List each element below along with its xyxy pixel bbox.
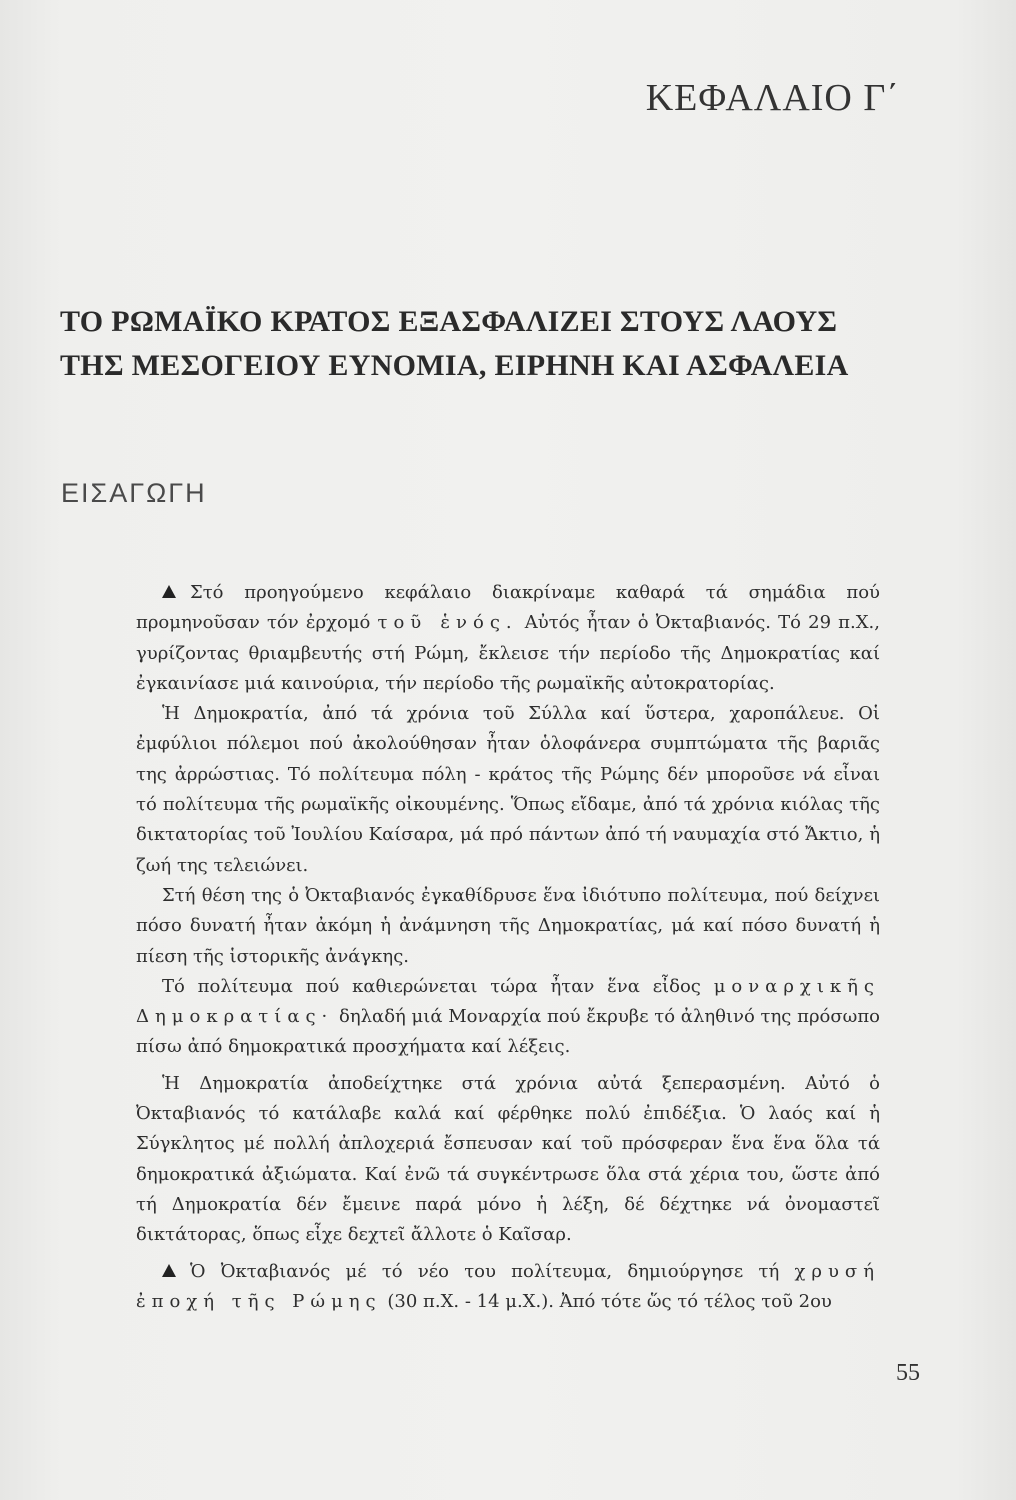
chapter-title-line-1: ΤΟ ΡΩΜΑΪΚΟ ΚΡΑΤΟΣ ΕΞΑΣΦΑΛΙΖΕΙ ΣΤΟΥΣ ΛΑΟΥΣ [60, 305, 838, 338]
paragraph-5: Ἡ Δημοκρατία ἀποδείχτηκε στά χρόνια αὐτά ξεπερασμένη. Αὐτό ὁ Ὀκταβιανός τό κατάλαβε καλά καί φέρθηκε πολύ ἐπιδέξια. Ὁ λαός καί ἡ Σύγκλητος μέ πολλή ἀπλοχεριά ἔσπευσαν καί τοῦ πρόσφεραν ἕνα ἕνα ὅλα τά δημοκρατικά ἀξιώματα. Καί ἐνῶ τά συγκέντρωσε ὅλα στά χέρια του, ὥστε ἀπό τή Δημοκρατία δέν ἔμεινε παρά μόνο ἡ λέξη, δέ δέχτηκε νά ὀνομαστεῖ δικτάτορας, ὅπως εἶχε δεχτεῖ ἄλλοτε ὁ Καῖσαρ. [136, 1072, 880, 1246]
body-text [136, 578, 880, 1317]
paragraph-3: Στή θέση της ὁ Ὀκταβιανός ἐγκαθίδρυσε ἕνα ἰδιότυπο πολίτευμα, πού δείχνει πόσο δυνατή ἦταν ἀκόμη ἡ ἀνάμνηση τῆς Δημοκρατίας, μά καί πόσο δυνατή ἡ πίεση τῆς ἱστορικῆς ἀνάγκης. [136, 884, 880, 967]
page-number: 55 [896, 1360, 920, 1386]
spaced-emphasis: τοῦ ἑνός. [377, 612, 518, 634]
paragraph-4: Τό πολίτευμα πού καθιερώνεται τώρα ἦταν ἕνα εἶδος μοναρχικῆς Δημοκρατίας· δηλαδή μιά Μοναρχία πού ἔκρυβε τό ἀληθινό της πρόσωπο πίσω ἀπό δημοκρατικά προσχήματα καί λέξεις. [136, 975, 880, 1058]
chapter-heading: ΚΕΦΑΛΑΙΟ Γ΄ [645, 77, 900, 119]
chapter-title [60, 300, 920, 388]
paragraph-6: Ὁ Ὀκταβιανός μέ τό νέο του πολίτευμα, δημιούργησε τή χρυσή ἐποχή τῆς Ρώμης (30 π.Χ. - 14 μ.Χ.). Ἀπό τότε ὥς τό τέλος τοῦ 2ου [136, 1260, 880, 1312]
paragraph-1: Στό προηγούμενο κεφάλαιο διακρίναμε καθαρά τά σημάδια πού προμηνοῦσαν τόν ἐρχομό τοῦ ἑνός. Αὐτός ἦταν ὁ Ὀκταβιανός. Τό 29 π.Χ., γυρίζοντας θριαμβευτής στή Ρώμη, ἔκλεισε τήν περίοδο τῆς Δημοκρατίας καί ἐγκαινίασε μιά καινούρια, τήν περίοδο τῆς ρωμαϊκῆς αὐτοκρατορίας. [136, 582, 880, 694]
section-heading: ΕΙΣΑΓΩΓΗ [61, 478, 207, 508]
triangle-marker-icon [162, 1264, 176, 1277]
spaced-emphasis: μοναρχικῆς Δημοκρατίας· [136, 975, 880, 1028]
chapter-title-line-2: ΤΗΣ ΜΕΣΟΓΕΙΟΥ ΕΥΝΟΜΙΑ, ΕΙΡΗΝΗ ΚΑΙ ΑΣΦΑΛΕΙΑ [60, 349, 849, 382]
spaced-emphasis: χρυσή ἐποχή τῆς Ρώμης [136, 1260, 880, 1312]
paragraph-2: Ἡ Δημοκρατία, ἀπό τά χρόνια τοῦ Σύλλα καί ὕστερα, χαροπάλευε. Οἱ ἐμφύλιοι πόλεμοι πού ἀκολούθησαν ἦταν ὁλοφάνερα συμπτώματα τῆς βαριᾶς της ἀρρώστιας. Τό πολίτευμα πόλη - κράτος τῆς Ρώμης δέν μποροῦσε νά εἶναι τό πολίτευμα τῆς ρωμαϊκῆς οἰκουμένης. Ὅπως εἴδαμε, ἀπό τά χρόνια κιόλας τῆς δικτατορίας τοῦ Ἰουλίου Καίσαρα, μά πρό πάντων ἀπό τή ναυμαχία στό Ἄκτιο, ἡ ζωή της τελειώνει. [136, 703, 880, 876]
triangle-marker-icon [162, 585, 176, 598]
